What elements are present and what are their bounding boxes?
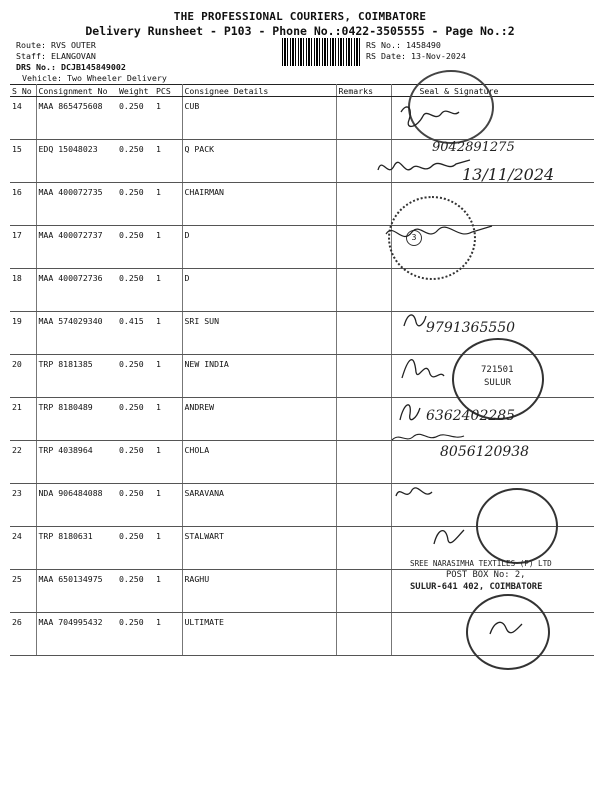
cell-remarks	[336, 484, 391, 527]
cell-consignment: MAA 704995432	[36, 613, 117, 656]
cell-consignee: D	[182, 269, 336, 312]
signature-mark	[392, 480, 442, 506]
stamp-address: SULUR-641 402, COIMBATORE	[410, 582, 543, 592]
cell-consignee: SRI SUN	[182, 312, 336, 355]
cell-consignment: MAA 400072736	[36, 269, 117, 312]
signature-mark	[398, 348, 448, 386]
cell-consignment: MAA 400072735	[36, 183, 117, 226]
table-header-row	[10, 85, 594, 97]
cell-consignee: NEW INDIA	[182, 355, 336, 398]
header-remarks: Remarks	[336, 85, 391, 97]
stamp-company: SREE NARASIMHA TEXTILES (P) LTD	[410, 559, 552, 568]
cell-weight: 0.250	[117, 398, 154, 441]
cell-consignment: MAA 574029340	[36, 312, 117, 355]
signature-mark	[374, 150, 474, 184]
cell-pcs: 1	[154, 269, 182, 312]
cell-pcs: 1	[154, 441, 182, 484]
vehicle-label: Vehicle: Two Wheeler Delivery	[22, 73, 167, 83]
cell-consignee: SARAVANA	[182, 484, 336, 527]
cell-pcs: 1	[154, 183, 182, 226]
cell-weight: 0.250	[117, 613, 154, 656]
cell-consignee: Q PACK	[182, 140, 336, 183]
stalwart-seal-stamp	[476, 488, 558, 564]
cell-consignee: ULTIMATE	[182, 613, 336, 656]
cell-pcs: 1	[154, 613, 182, 656]
header-weight: Weight	[117, 85, 154, 97]
cell-pcs: 1	[154, 97, 182, 140]
cell-pcs: 1	[154, 484, 182, 527]
cell-remarks	[336, 570, 391, 613]
signature-mark	[486, 616, 526, 642]
barcode-image	[282, 38, 360, 66]
rs-date: RS Date: 13-Nov-2024	[366, 51, 466, 61]
seal-center-mark: 3	[406, 230, 422, 246]
cell-consignment: MAA 650134975	[36, 570, 117, 613]
cell-remarks	[336, 269, 391, 312]
header-consignment: Consignment No	[36, 85, 117, 97]
cell-weight: 0.250	[117, 226, 154, 269]
cell-remarks	[336, 527, 391, 570]
cell-weight: 0.250	[117, 527, 154, 570]
cell-consignee: STALWART	[182, 527, 336, 570]
rs-number: RS No.: 1458490	[366, 40, 441, 50]
cell-weight: 0.250	[117, 570, 154, 613]
table-row	[10, 226, 594, 269]
cell-pcs: 1	[154, 226, 182, 269]
cell-weight: 0.250	[117, 97, 154, 140]
cell-remarks	[336, 355, 391, 398]
cell-consignee: CHOLA	[182, 441, 336, 484]
cell-consignee: ANDREW	[182, 398, 336, 441]
cell-consignment: TRP 8180631	[36, 527, 117, 570]
handwritten-phone: 8056120938	[440, 444, 530, 460]
cell-sno: 14	[10, 97, 36, 140]
cell-consignee: D	[182, 226, 336, 269]
cell-weight: 0.250	[117, 441, 154, 484]
header-pcs: PCS	[154, 85, 182, 97]
cell-consignment: TRP 4038964	[36, 441, 117, 484]
cell-consignment: EDQ 15048023	[36, 140, 117, 183]
cell-consignment: MAA 865475608	[36, 97, 117, 140]
cell-sno: 20	[10, 355, 36, 398]
cell-sno: 21	[10, 398, 36, 441]
cell-consignment: TRP 8181385	[36, 355, 117, 398]
cell-weight: 0.250	[117, 183, 154, 226]
handwritten-date: 13/11/2024	[462, 165, 555, 184]
cell-pcs: 1	[154, 398, 182, 441]
cell-remarks	[336, 97, 391, 140]
cell-pcs: 1	[154, 140, 182, 183]
stamp-number: 721501	[481, 365, 514, 375]
handwritten-phone: 6362402285	[426, 408, 516, 424]
staff-label: Staff: ELANGOVAN	[16, 51, 96, 61]
cell-weight: 0.415	[117, 312, 154, 355]
cell-consignee: CUB	[182, 97, 336, 140]
cell-sno: 18	[10, 269, 36, 312]
cell-sno: 16	[10, 183, 36, 226]
cell-sno: 15	[10, 140, 36, 183]
header-seal: Seal & Signature	[391, 85, 594, 97]
cell-pcs: 1	[154, 570, 182, 613]
cell-sno: 26	[10, 613, 36, 656]
drs-number: DRS No.: DCJB145849002	[16, 62, 126, 72]
table-row	[10, 269, 594, 312]
cell-consignment: NDA 906484088	[36, 484, 117, 527]
header-sno: S No	[10, 85, 36, 97]
cell-remarks	[336, 613, 391, 656]
cell-sno: 17	[10, 226, 36, 269]
stamp-city: SULUR	[484, 378, 512, 388]
cell-remarks	[336, 441, 391, 484]
cell-pcs: 1	[154, 355, 182, 398]
cell-consignment: MAA 400072737	[36, 226, 117, 269]
cell-sno: 24	[10, 527, 36, 570]
cell-consignment: TRP 8180489	[36, 398, 117, 441]
route-label: Route: RVS OUTER	[16, 40, 96, 50]
cell-consignee: CHAIRMAN	[182, 183, 336, 226]
cell-weight: 0.250	[117, 484, 154, 527]
runsheet-subtitle: Delivery Runsheet - P103 - Phone No.:0422-3505555 - Page No.:2	[85, 24, 515, 38]
cell-sno: 25	[10, 570, 36, 613]
handwritten-phone: 9042891275	[432, 140, 515, 155]
table-row	[10, 97, 594, 140]
cell-consignee: RAGHU	[182, 570, 336, 613]
signature-mark	[395, 100, 465, 136]
signature-mark	[430, 522, 470, 550]
signature-mark	[394, 396, 424, 428]
table-row	[10, 183, 594, 226]
cell-weight: 0.250	[117, 269, 154, 312]
cell-pcs: 1	[154, 312, 182, 355]
company-title: THE PROFESSIONAL COURIERS, COIMBATORE	[173, 10, 427, 23]
cell-weight: 0.250	[117, 140, 154, 183]
cell-sno: 22	[10, 441, 36, 484]
stamp-address: POST BOX No: 2,	[446, 570, 526, 580]
cell-sno: 19	[10, 312, 36, 355]
signature-mark	[380, 218, 500, 248]
header-consignee: Consignee Details	[182, 85, 336, 97]
cell-remarks	[336, 312, 391, 355]
cell-weight: 0.250	[117, 355, 154, 398]
cell-sno: 23	[10, 484, 36, 527]
cell-remarks	[336, 398, 391, 441]
handwritten-phone: 9791365550	[426, 320, 516, 336]
cell-pcs: 1	[154, 527, 182, 570]
